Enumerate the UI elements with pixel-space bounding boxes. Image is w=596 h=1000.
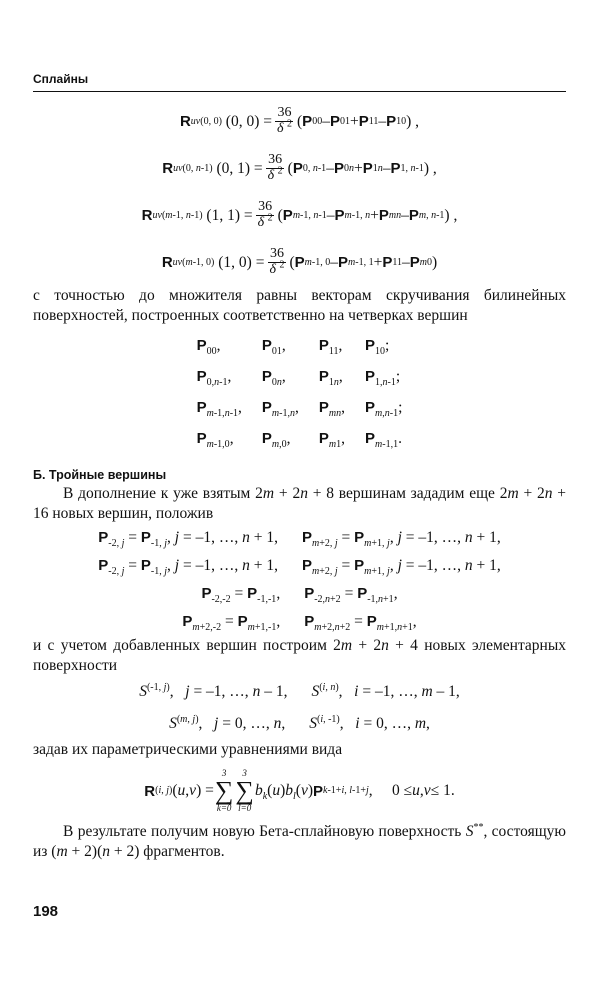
equation-main: R (i, j) ( u , v ) = 3 ∑ k=0 3 ∑ l=0 $b_k$ ( u ) $b_l$ ( v ) P k-1+i, l-1+j , 0 ≤ u , v ≤ 1.	[144, 768, 455, 813]
vertex-cell: $P_{00}$,	[196, 336, 221, 357]
surfaces-line-2: S$^{(m, j)}$, j = 0, …, n, $S^{(i, -1)}$, i = 0, …, m,	[169, 713, 430, 732]
vertex-grid	[187, 330, 413, 454]
definition-line-3: $P_{-2,-2} = P_{-1,-1}$, $P_{-2,n+2} = P_{-1,n+1}$,	[201, 585, 398, 606]
vertex-cell: $P_{m-1,0}$,	[196, 429, 234, 450]
vertex-cell: $P_{01}$,	[261, 336, 286, 357]
vertex-cell: $P_{m,0}$,	[261, 429, 291, 450]
equation-ruv-2: R uv (0, n-1) (0, 1) = $\frac{36}{\delta ^2}$ ( P 0, n-1 – P 0n + P 1n – P 1, n-1 ) ,	[162, 152, 437, 183]
equation-ruv-1: R uv (0, 0) (0, 0) = $\frac{36}{\delta ^2}$ ( P 00 – P 01 + P 11 – P 10 ) ,	[179, 105, 420, 136]
paragraph-4: задав их параметрическими уравнениями вида	[33, 741, 343, 758]
definition-line-2: $P_{-2, j} = P_{-1, j}$, j = –1, …, n + 1, $P_{m+2, j} = P_{m+1, j}$, j = –1, …, n + 1,	[98, 557, 501, 578]
subheading-triple-vertices: Б. Тройные вершины	[33, 468, 167, 482]
paragraph-2: В дополнение к уже взятым 2m + 2n + 8 вершинам зададим еще 2m + 2n + 16 новых вершин, положив	[33, 485, 567, 522]
vertex-cell: $P_{m,n-1}$;	[365, 398, 403, 419]
running-header: Сплайны	[33, 72, 566, 92]
vertex-cell: $P_{11}$,	[318, 336, 343, 357]
vertex-cell: $P_{m-1,1}$.	[365, 429, 402, 450]
vertex-cell: $P_{1n}$,	[318, 367, 343, 388]
sum-k: 3 ∑ k=0	[214, 768, 234, 813]
vertex-cell: $P_{m-1,n}$,	[261, 398, 299, 419]
equation-ruv-3: R uv (m-1, n-1) (1, 1) = $\frac{36}{\delta ^2}$ ( P m-1, n-1 – P m-1, n + P mn – P m, n-1 ) ,	[141, 199, 458, 230]
paragraph-1: с точностью до множителя равны векторам скручивания билинейных поверхностей, построенных соответственно на четверках вершин	[33, 287, 566, 324]
sum-l: 3 ∑ l=0	[235, 768, 254, 813]
vertex-cell: $P_{1,n-1}$;	[365, 367, 401, 388]
vertex-cell: $P_{mn}$,	[318, 398, 345, 419]
vertex-cell: $P_{m-1,n-1}$,	[196, 398, 242, 419]
surfaces-line-1: $S^{(-1, j)}$, j = –1, …, n – 1, S$^{(i, n)}$, i = –1, …, m – 1,	[139, 681, 460, 700]
vertex-cell: $P_{10}$;	[365, 336, 390, 357]
vertex-cell: $P_{0,n-1}$,	[196, 367, 232, 388]
vertex-cell: $P_{0n}$,	[261, 367, 286, 388]
paragraph-5: В результате получим новую Бета-сплайновую поверхность S**, состоящую из (m + 2)(n + 2) фрагментов.	[33, 821, 566, 860]
page-body	[33, 98, 566, 862]
paragraph-3: и с учетом добавленных вершин построим 2m + 2n + 4 новых элементарных поверхности	[33, 637, 567, 674]
page-number: 198	[33, 903, 59, 920]
vertex-cell: $P_{m1}$,	[318, 429, 345, 450]
equation-ruv-4: R uv (m-1, 0) (1, 0) = $\frac{36}{\delta ^2}$ ( P m-1, 0 – P m-1, 1 + P 11 – P m0 )	[161, 246, 438, 277]
definition-line-4: $P_{m+2,-2} = P_{m+1,-1}$, $P_{m+2,n+2} = P_{m+1,n+1}$,	[182, 613, 417, 634]
definition-line-1: $P_{-2, j} = P_{-1, j}$, j = –1, …, n + 1, $P_{m+2, j} = P_{m+1, j}$, j = –1, …, n + 1,	[98, 529, 501, 550]
